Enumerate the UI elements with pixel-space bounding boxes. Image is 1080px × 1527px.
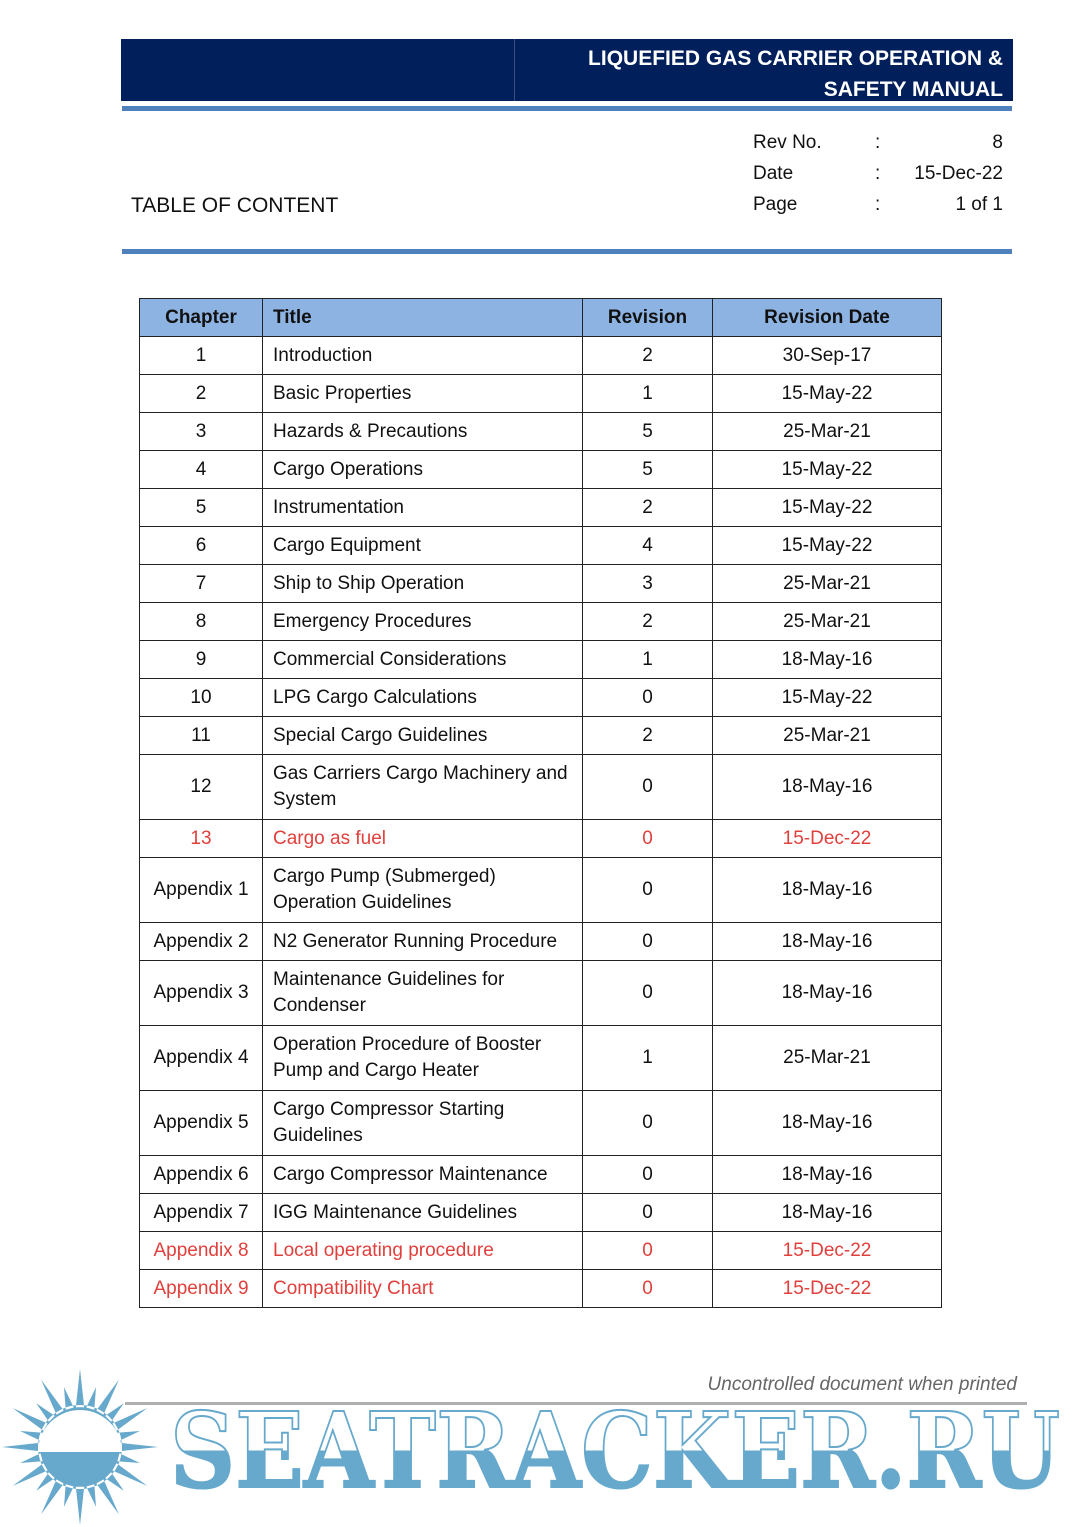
chapter-cell: 4	[140, 451, 263, 489]
table-row	[140, 641, 942, 679]
revision-date-cell: 15-Dec-22	[713, 820, 942, 858]
table-row	[140, 755, 942, 820]
table-row	[140, 1270, 942, 1308]
table-row	[140, 413, 942, 451]
contents-table	[139, 298, 942, 1308]
watermark-text: SEATRACKER.RU	[170, 1389, 1060, 1512]
chapter-cell: 7	[140, 565, 263, 603]
revision-cell: 3	[583, 565, 713, 603]
revision-cell: 0	[583, 679, 713, 717]
column-header-revision: Revision	[583, 299, 713, 337]
table-row	[140, 1091, 942, 1156]
meta-value: 8	[992, 132, 1003, 153]
chapter-cell: Appendix 3	[140, 961, 263, 1026]
revision-cell: 0	[583, 1156, 713, 1194]
revision-cell: 1	[583, 641, 713, 679]
revision-cell: 0	[583, 1091, 713, 1156]
chapter-cell: Appendix 9	[140, 1270, 263, 1308]
chapter-cell: Appendix 6	[140, 1156, 263, 1194]
table-row	[140, 1194, 942, 1232]
table-row	[140, 820, 942, 858]
table-row	[140, 527, 942, 565]
meta-label: Page	[753, 194, 798, 215]
section-title: TABLE OF CONTENT	[131, 194, 339, 217]
meta-sep: :	[875, 163, 881, 184]
table-row	[140, 451, 942, 489]
revision-date-cell: 18-May-16	[713, 858, 942, 923]
table-row	[140, 375, 942, 413]
revision-date-cell: 30-Sep-17	[713, 337, 942, 375]
revision-date-cell: 18-May-16	[713, 961, 942, 1026]
title-cell: Local operating procedure	[263, 1232, 583, 1270]
header-rule	[122, 106, 1012, 111]
meta-sep: :	[875, 132, 881, 153]
revision-cell: 0	[583, 923, 713, 961]
table-row	[140, 923, 942, 961]
title-cell: Cargo Equipment	[263, 527, 583, 565]
revision-date-cell: 18-May-16	[713, 755, 942, 820]
revision-cell: 1	[583, 1026, 713, 1091]
title-cell: Basic Properties	[263, 375, 583, 413]
revision-cell: 0	[583, 1232, 713, 1270]
title-cell: Cargo Pump (Submerged) Operation Guidelines	[263, 858, 583, 923]
title-cell: Operation Procedure of Booster Pump and Cargo Heater	[263, 1026, 583, 1091]
revision-cell: 2	[583, 717, 713, 755]
chapter-cell: 2	[140, 375, 263, 413]
meta-label: Rev No.	[753, 132, 822, 153]
title-cell: LPG Cargo Calculations	[263, 679, 583, 717]
revision-cell: 5	[583, 413, 713, 451]
revision-cell: 0	[583, 858, 713, 923]
revision-cell: 2	[583, 489, 713, 527]
chapter-cell: Appendix 4	[140, 1026, 263, 1091]
meta-label: Date	[753, 163, 794, 184]
chapter-cell: 12	[140, 755, 263, 820]
title-cell: Gas Carriers Cargo Machinery and System	[263, 755, 583, 820]
title-cell: Cargo Operations	[263, 451, 583, 489]
chapter-cell: 3	[140, 413, 263, 451]
table-row	[140, 337, 942, 375]
manual-title-line1: LIQUEFIED GAS CARRIER OPERATION &	[588, 47, 1003, 70]
chapter-cell: Appendix 7	[140, 1194, 263, 1232]
table-row	[140, 961, 942, 1026]
chapter-cell: 10	[140, 679, 263, 717]
revision-cell: 0	[583, 961, 713, 1026]
title-cell: Commercial Considerations	[263, 641, 583, 679]
chapter-cell: Appendix 1	[140, 858, 263, 923]
chapter-cell: 6	[140, 527, 263, 565]
revision-cell: 0	[583, 755, 713, 820]
revision-date-cell: 15-May-22	[713, 679, 942, 717]
meta-date	[753, 163, 1003, 191]
revision-cell: 1	[583, 375, 713, 413]
table-row	[140, 489, 942, 527]
revision-cell: 0	[583, 820, 713, 858]
table-row	[140, 717, 942, 755]
title-cell: Compatibility Chart	[263, 1270, 583, 1308]
title-cell: Cargo as fuel	[263, 820, 583, 858]
title-cell: IGG Maintenance Guidelines	[263, 1194, 583, 1232]
meta-rev	[753, 132, 1003, 160]
revision-date-cell: 15-Dec-22	[713, 1270, 942, 1308]
revision-date-cell: 18-May-16	[713, 641, 942, 679]
column-header-title: Title	[263, 299, 583, 337]
footer-note: Uncontrolled document when printed	[707, 1374, 1017, 1395]
title-cell: Hazards & Precautions	[263, 413, 583, 451]
chapter-cell: 13	[140, 820, 263, 858]
column-header-revision-date: Revision Date	[713, 299, 942, 337]
revision-date-cell: 18-May-16	[713, 1091, 942, 1156]
meta-page	[753, 194, 1003, 222]
title-cell: Special Cargo Guidelines	[263, 717, 583, 755]
section-rule	[122, 249, 1012, 254]
revision-cell: 2	[583, 603, 713, 641]
table-row	[140, 858, 942, 923]
revision-date-cell: 18-May-16	[713, 923, 942, 961]
chapter-cell: 5	[140, 489, 263, 527]
banner-divider	[514, 39, 515, 101]
sun-icon	[2, 1369, 158, 1525]
chapter-cell: Appendix 8	[140, 1232, 263, 1270]
chapter-cell: 8	[140, 603, 263, 641]
revision-cell: 2	[583, 337, 713, 375]
revision-date-cell: 25-Mar-21	[713, 603, 942, 641]
title-cell: N2 Generator Running Procedure	[263, 923, 583, 961]
revision-date-cell: 25-Mar-21	[713, 565, 942, 603]
table-row	[140, 679, 942, 717]
revision-date-cell: 25-Mar-21	[713, 413, 942, 451]
chapter-cell: Appendix 5	[140, 1091, 263, 1156]
title-cell: Emergency Procedures	[263, 603, 583, 641]
header-banner	[121, 39, 1013, 101]
table-row	[140, 565, 942, 603]
revision-date-cell: 18-May-16	[713, 1156, 942, 1194]
manual-title	[588, 43, 1003, 105]
revision-date-cell: 15-Dec-22	[713, 1232, 942, 1270]
revision-date-cell: 15-May-22	[713, 451, 942, 489]
revision-date-cell: 15-May-22	[713, 489, 942, 527]
revision-cell: 0	[583, 1270, 713, 1308]
revision-date-cell: 15-May-22	[713, 375, 942, 413]
meta-value: 15-Dec-22	[914, 163, 1003, 184]
table-header-row	[140, 299, 942, 337]
chapter-cell: 1	[140, 337, 263, 375]
meta-value: 1 of 1	[955, 194, 1003, 215]
revision-date-cell: 18-May-16	[713, 1194, 942, 1232]
chapter-cell: 9	[140, 641, 263, 679]
chapter-cell: Appendix 2	[140, 923, 263, 961]
revision-cell: 5	[583, 451, 713, 489]
chapter-cell: 11	[140, 717, 263, 755]
title-cell: Instrumentation	[263, 489, 583, 527]
revision-date-cell: 15-May-22	[713, 527, 942, 565]
meta-sep: :	[875, 194, 881, 215]
revision-cell: 4	[583, 527, 713, 565]
title-cell: Ship to Ship Operation	[263, 565, 583, 603]
title-cell: Maintenance Guidelines for Condenser	[263, 961, 583, 1026]
manual-title-line2: SAFETY MANUAL	[823, 78, 1003, 101]
revision-cell: 0	[583, 1194, 713, 1232]
revision-date-cell: 25-Mar-21	[713, 1026, 942, 1091]
title-cell: Introduction	[263, 337, 583, 375]
table-row	[140, 1026, 942, 1091]
table-row	[140, 1232, 942, 1270]
title-cell: Cargo Compressor Maintenance	[263, 1156, 583, 1194]
table-row	[140, 1156, 942, 1194]
table-row	[140, 603, 942, 641]
column-header-chapter: Chapter	[140, 299, 263, 337]
title-cell: Cargo Compressor Starting Guidelines	[263, 1091, 583, 1156]
revision-date-cell: 25-Mar-21	[713, 717, 942, 755]
